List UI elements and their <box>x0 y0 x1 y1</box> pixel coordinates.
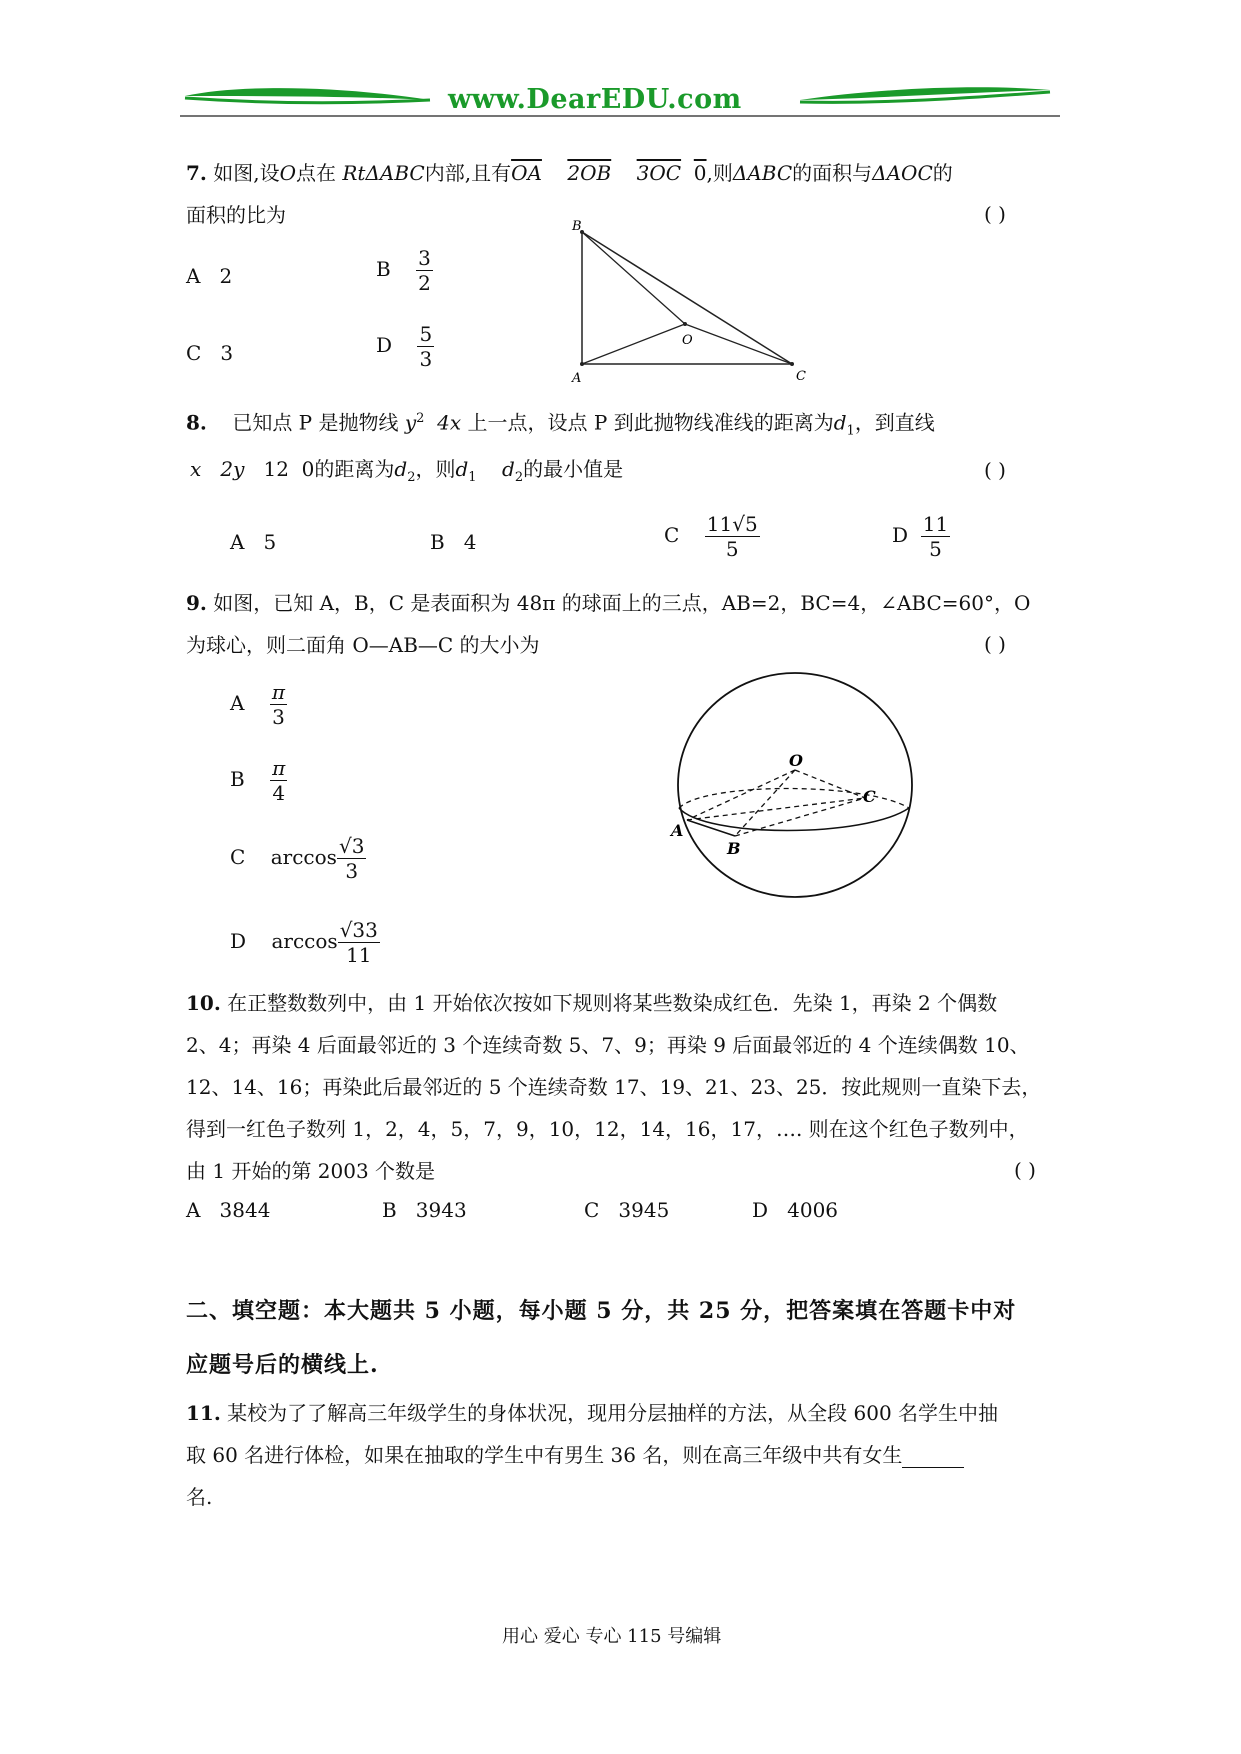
q8-text-a: 已知点 P 是抛物线 <box>232 410 399 435</box>
q9-option-b-fraction: $\frac{\pi}{4}$ <box>272 756 286 805</box>
q7-option-b-fraction: $\frac{3}{2}$ <box>418 246 431 295</box>
q7-point-o: O <box>279 161 297 185</box>
q10-option-a: A 3844 <box>186 1198 271 1222</box>
q8-line2: x 2y 12 0的距离为$d_2$，则$d_1$ $d_2$的最小值是 <box>190 457 624 485</box>
q9-option-b: B $\frac{\pi}{4}$ <box>230 756 286 805</box>
q11-line1 <box>186 1400 998 1426</box>
q9-line2: 为球心，则二面角 O—AB—C 的大小为 <box>186 633 540 657</box>
q10-line2: 2、4；再染 4 后面最邻近的 3 个连续奇数 5、7、9；再染 9 后面最邻近的 4 个连续偶数 10、 <box>186 1033 1030 1057</box>
q11-number: 11. <box>186 1401 221 1425</box>
q11-text-1: 某校为了了解高三年级学生的身体状况，现用分层抽样的方法，从全段 600 名学生中抽 <box>227 1401 999 1425</box>
q10-answer-paren: ( ) <box>1014 1158 1036 1182</box>
q9-label-o: O <box>789 751 803 770</box>
q9-number: 9. <box>186 591 207 615</box>
q8-number: 8. <box>186 410 207 435</box>
q10-number: 10. <box>186 991 221 1015</box>
q8-answer-paren: ( ) <box>984 458 1006 482</box>
q11-line2 <box>186 1442 964 1468</box>
q9-option-c-fraction: $\frac{√3}{3}$ <box>338 834 365 883</box>
q10-option-b: B 3943 <box>382 1198 467 1222</box>
q9-line1 <box>186 590 1030 616</box>
q7-text-d: ,则 <box>706 161 733 185</box>
q7-option-a: A 2 <box>186 264 233 288</box>
q7-triangle-aoc: ΔAOC <box>872 161 933 185</box>
q7-number: 7. <box>186 161 207 185</box>
q7-label-c: C <box>796 369 806 384</box>
q7-line1 <box>186 160 953 186</box>
q11-line3: 名. <box>186 1485 213 1509</box>
q7-vector-3oc: 3OC <box>636 161 682 185</box>
q7-text-c: 内部,且有 <box>424 161 512 185</box>
q8-option-a: A 5 <box>230 530 277 554</box>
q9-option-a-fraction: $\frac{\pi}{3}$ <box>271 680 286 729</box>
q11-text-2: 取 60 名进行体检，如果在抽取的学生中有男生 36 名，则在高三年级中共有女生 <box>186 1443 903 1467</box>
q10-line1 <box>186 990 997 1016</box>
page-footer: 用心 爱心 专心 115 号编辑 <box>502 1626 722 1647</box>
q8-option-d-fraction: $\frac{11}{5}$ <box>922 512 949 561</box>
q9-answer-paren: ( ) <box>984 632 1006 656</box>
q7-triangle-figure <box>560 218 820 388</box>
q9-sphere-figure <box>665 670 925 910</box>
q7-label-o: O <box>682 333 693 348</box>
q11-answer-blank[interactable] <box>902 1445 964 1468</box>
q7-line2: 面积的比为 <box>186 203 286 227</box>
q7-label-a: A <box>572 371 582 386</box>
q9-text-1: 如图，已知 A，B，C 是表面积为 48π 的球面上的三点，AB=2，BC=4，∠ABC=60°，O <box>213 591 1031 615</box>
q8-eq-4x: 4x <box>437 410 462 435</box>
q7-vector-2ob: 2OB <box>567 161 612 185</box>
q8-option-d: D $\frac{11}{5}$ <box>892 512 949 561</box>
q8-text-c: ，到直线 <box>854 410 935 435</box>
q7-text-b: 点在 <box>296 161 337 185</box>
q10-line5: 由 1 开始的第 2003 个数是 <box>186 1159 436 1183</box>
q10-text-1: 在正整数数列中，由 1 开始依次按如下规则将某些数染成红色．先染 1，再染 2 个偶数 <box>227 991 998 1015</box>
q7-option-c: C 3 <box>186 341 234 365</box>
site-url: www.DearEDU.com <box>448 84 742 115</box>
q7-option-d-fraction: $\frac{5}{3}$ <box>419 322 433 371</box>
q8-option-c: C $\frac{11√5}{5}$ <box>664 512 758 561</box>
q10-option-d: D 4006 <box>752 1198 839 1222</box>
q10-line3: 12、14、16；再染此后最邻近的 5 个连续奇数 17、19、21、23、25．按此规则一直染下去， <box>186 1075 1042 1099</box>
q7-option-d: D $\frac{5}{3}$ <box>376 322 433 371</box>
q10-option-c: C 3945 <box>584 1198 670 1222</box>
q9-label-a: A <box>671 821 684 840</box>
q9-label-c: C <box>863 787 876 806</box>
q9-option-c: C arccos $\frac{√3}{3}$ <box>230 834 365 883</box>
q9-label-b: B <box>727 839 741 858</box>
header-banner <box>180 82 1060 122</box>
q9-option-d-fraction: $\frac{√33}{11}$ <box>339 918 378 967</box>
q7-zero-vector: 0 <box>693 161 707 185</box>
q7-label-b: B <box>572 219 582 234</box>
q7-triangle-abc: ΔABC <box>732 161 793 185</box>
q8-option-c-fraction: $\frac{11√5}{5}$ <box>706 512 758 561</box>
q7-answer-paren: ( ) <box>984 202 1006 226</box>
q7-text-f: 的 <box>932 161 953 185</box>
section2-heading-line1: 二、填空题：本大题共 5 小题，每小题 5 分，共 25 分，把答案填在答题卡中对 <box>186 1298 1017 1324</box>
q9-option-d: D arccos $\frac{√33}{11}$ <box>230 918 378 967</box>
q8-option-b: B 4 <box>430 530 477 554</box>
q8-line1: 8. 已知点 P 是抛物线 $y^2$ 4x 上一点，设点 P 到此抛物线准线的距离为$d_1$，到直线 <box>186 410 935 439</box>
q8-text-b: 上一点，设点 P 到此抛物线准线的距离为 <box>467 410 834 435</box>
q7-option-b: B $\frac{3}{2}$ <box>376 246 431 295</box>
q7-triangle-rt: RtΔABC <box>342 161 425 185</box>
q10-line4: 得到一红色子数列 1，2，4，5，7，9，10，12，14，16，17，…. 则在这个红色子数列中， <box>186 1117 1029 1141</box>
q7-text-e: 的面积与 <box>792 161 873 185</box>
q9-option-a: A $\frac{\pi}{3}$ <box>230 680 286 729</box>
section2-heading-line2: 应题号后的横线上. <box>186 1352 379 1378</box>
q7-text-a: 如图,设 <box>213 161 280 185</box>
q8-eq-y: y <box>404 410 417 435</box>
q7-vector-oa: $\overline{OA}$ <box>511 161 542 185</box>
